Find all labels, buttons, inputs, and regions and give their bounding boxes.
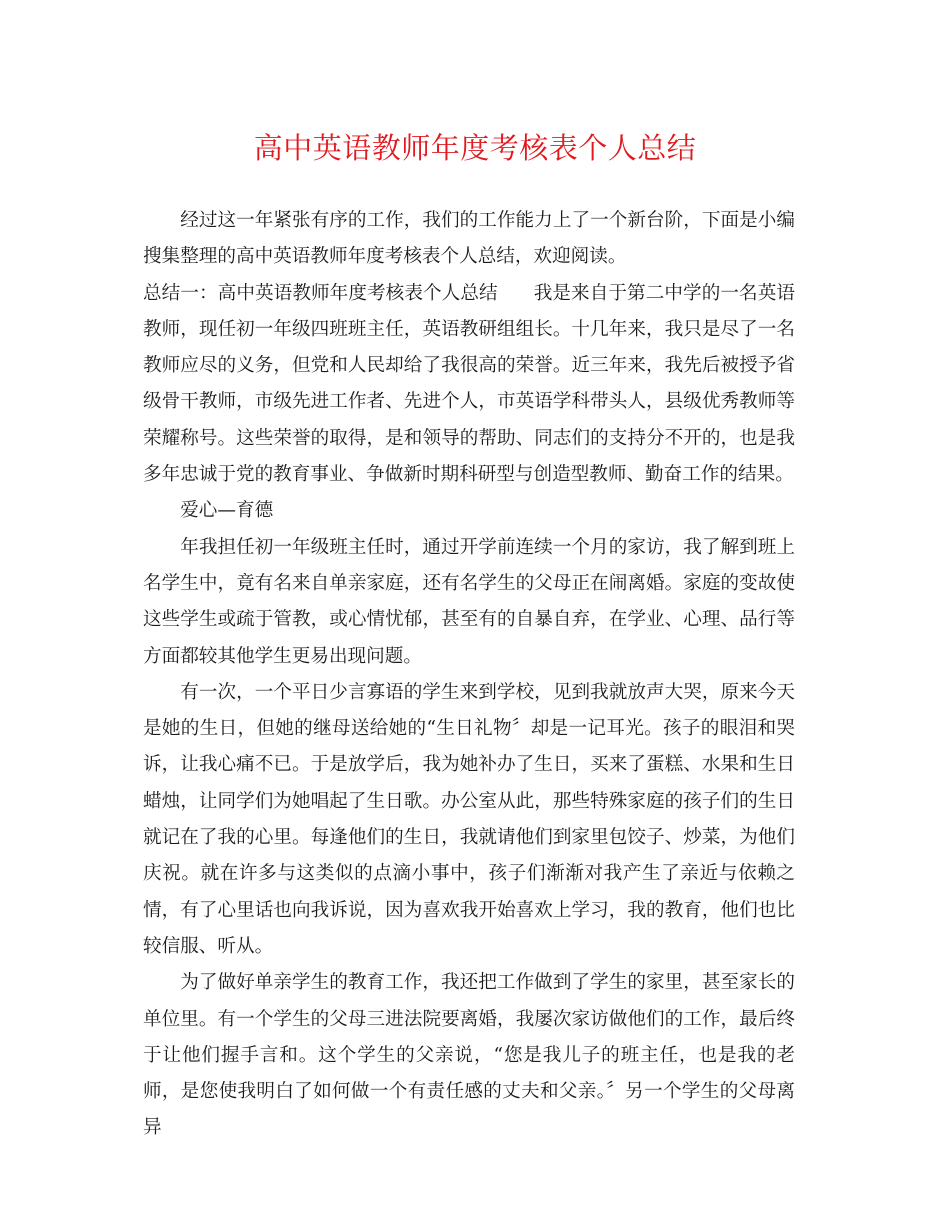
document-body <box>143 203 795 1147</box>
intro-paragraph: 经过这一年紧张有序的工作，我们的工作能力上了一个新台阶，下面是小编搜集整理的高中英语教师年度考核表个人总结，欢迎阅读。 <box>143 210 795 268</box>
section-heading: 总结一：高中英语教师年度考核表个人总结 <box>143 282 498 304</box>
section-body: 我是来自于第二中学的一名英语教师，现任初一年级四班班主任，英语教研组组长。十几年来，我只是尽了一名教师应尽的义务，但党和人民却给了我很高的荣誉。近三年来，我先后被授予省级骨干教师，市级先进工作者、先进个人，市英语学科带头人，县级优秀教师等荣耀称号。这些荣誉的取得，是和领导的帮助、同志们的支持分不开的，也是我多年忠诚于党的教育事业、争做新时期科研型与创造型教师、勤奋工作的结果。 <box>143 282 795 486</box>
body-paragraph: 为了做好单亲学生的教育工作，我还把工作做到了学生的家里，甚至家长的单位里。有一个学生的父母三进法院要离婚，我屡次家访做他们的工作，最后终于让他们握手言和。这个学生的父亲说，“您是我儿子的班主任，也是我的老师，是您使我明白了如何做一个有责任感的丈夫和父亲。〞另一个学生的父母离异 <box>143 972 795 1139</box>
body-paragraph: 年我担任初一年级班主任时，通过开学前连续一个月的家访，我了解到班上名学生中，竟有名来自单亲家庭，还有名学生的父母正在闹离婚。家庭的变故使这些学生或疏于管教，或心情忧郁，甚至有的自暴自弃，在学业、心理、品行等方面都较其他学生更易出现问题。 <box>143 536 795 667</box>
document-title: 高中英语教师年度考核表个人总结 <box>253 131 697 165</box>
body-paragraph: 有一次，一个平日少言寡语的学生来到学校，见到我就放声大哭，原来今天是她的生日，但她的继母送给她的“生日礼物〞却是一记耳光。孩子的眼泪和哭诉，让我心痛不已。于是放学后，我为她补办了生日，买来了蛋糕、水果和生日蜡烛，让同学们为她唱起了生日歌。办公室从此，那些特殊家庭的孩子们的生日就记在了我的心里。每逢他们的生日，我就请他们到家里包饺子、炒菜，为他们庆祝。就在许多与这类似的点滴小事中，孩子们渐渐对我产生了亲近与依赖之情，有了心里话也向我诉说，因为喜欢我开始喜欢上学习，我的教育，他们也比较信服、听从。 <box>143 681 795 957</box>
section-paragraph <box>143 276 795 494</box>
subheading: 爱心—育德 <box>180 500 274 522</box>
